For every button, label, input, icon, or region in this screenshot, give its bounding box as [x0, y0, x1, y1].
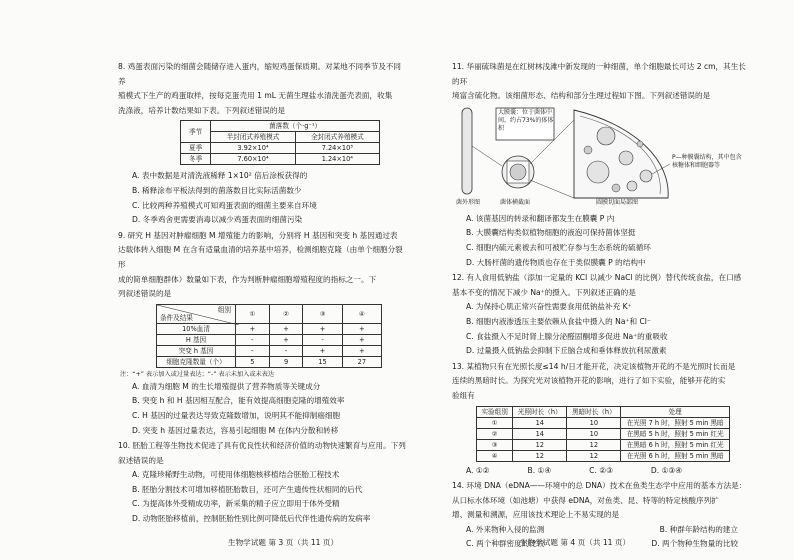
footer-page-3: 生物学试题 第 3 页（共 11 页） [228, 538, 339, 547]
q13-line: 连续的黑暗时长。为探究光对该植物开花的影响，进行了如下实验，能够开花的实 [452, 376, 726, 386]
q9-option-b: B. 突变 h 和 H 基因相互配合，能有效提高细胞克隆的增殖效率 [132, 396, 345, 406]
q11-option-b: B. 大膜囊结构类似植物细胞的液泡可保持菌体坚挺 [466, 228, 636, 238]
q9-option-a: A. 血清为细胞 M 的生长增殖提供了营养物质等关键成分 [132, 381, 321, 391]
table-cell: 9 [269, 356, 303, 367]
table-cell: ① [477, 417, 513, 428]
table-cell: + [342, 334, 381, 345]
table-cell: 7.24×10³ [295, 143, 379, 154]
q12-option-c: C. 食盐摄入不足时肾上腺分泌醛固酮增多促进 Na⁺的重吸收 [466, 331, 668, 341]
table-row [477, 450, 730, 461]
table-header: 黑暗时长（h） [567, 406, 621, 417]
table-cell: 15 [303, 356, 342, 367]
q14-option-d: D. 两个物种生物量的比较 [651, 539, 738, 549]
table-header: 半封闭式养殖模式 [211, 132, 295, 143]
q11-line: 11. 华丽硫珠菌是在红树林浅滩中新发现的一种细菌，单个细胞最长可达 2 cm，其生长的环 [452, 62, 746, 86]
table-cell: 14 [513, 417, 567, 428]
table-row [181, 154, 380, 165]
table-cell: - [236, 345, 270, 356]
table-cell: 冬季 [181, 154, 211, 165]
q13-option-a: A. ①② [466, 465, 490, 475]
table-cell: + [269, 323, 303, 334]
q8-line: 殖模式下生产的鸡蛋取样，按每克蛋壳用 1 mL 无菌生理盐水清洗蛋壳表面，收集 [118, 91, 393, 101]
q10-line: 10. 胚胎工程等生物技术促进了具有优良性状和经济价值的动物快速繁育与应用。下列 [118, 441, 406, 451]
q14-line: 从口标水体环境（如池塘）中获得 eDNA，对鱼类、昆、特等的特定核酸序列扩 [452, 495, 719, 505]
table-header: ② [269, 304, 303, 323]
footer-page-4: 生物学试题 第 4 页（共 11 页） [520, 538, 631, 547]
table-cell: 在黑暗 5 h 时，照射 5 min 红光 [621, 428, 730, 439]
table-header: ③ [303, 304, 342, 323]
table-cell: 细胞克隆数量（个） [157, 356, 236, 367]
table-cell: H 基因 [157, 334, 236, 345]
table-cell: ② [477, 428, 513, 439]
q14-option-a: A. 外来物种入侵的监测 [466, 524, 545, 534]
q13-option-d: D. ①③④ [650, 465, 683, 475]
table-row [157, 334, 382, 345]
table-cell: 10 [567, 417, 621, 428]
q8-table [180, 120, 380, 165]
right-note-label: P—种膜囊结构，其中包含核糖体和细胞器等 [672, 153, 742, 169]
q11-option-d: D. 大肠杆菌的遗传物质也存在于类似膜囊 P 的结构中 [466, 257, 646, 267]
table-header: ④ [342, 304, 381, 323]
right-column [452, 60, 748, 553]
q14-line: 14. 环境 DNA（eDNA——环境中的总 DNA）技术在鱼类生态学中应用的基本方法是： [452, 481, 747, 491]
table-cell: + [303, 323, 342, 334]
callout-label: 大膜囊：位于菌体中间，约占73%的体体积 [498, 108, 554, 132]
table-cell: 10 [567, 428, 621, 439]
q13-line: 验组有 [452, 390, 475, 400]
table-header: 全封闭式养殖模式 [295, 132, 379, 143]
q9-line: 9. 研究 H 基因对肿瘤细胞 M 增殖能力的影响，分别将 H 基因和突变 h 基因通过表 [118, 230, 398, 240]
q11-line: 境富含硫化物。该细菌形态、结构和部分生理过程如下图。下列叙述错误的是 [452, 91, 711, 101]
table-header: 处理 [621, 406, 730, 417]
q8-line: 8. 鸡蛋表面污染的细菌会随储存进入蛋内，缩短鸡蛋保质期。对某地不同季节及不同养 [118, 62, 402, 86]
q9-option-c: C. H 基因的过量表达导致克隆数增加，说明其不能抑制癌细胞 [132, 410, 341, 420]
q8-option-a: A. 表中数据是对清洗液稀释 1×10² 倍后涂板获得的 [132, 171, 308, 181]
diag-bottom-label: 条件及结果 [160, 313, 193, 322]
caption-local: 圆膜切面局部图 [596, 198, 639, 206]
q10-option-a: A. 克隆珍稀野生动物，可使用体细胞核移植结合胚胎工程技术 [132, 470, 340, 480]
table-cell: - [236, 334, 270, 345]
q13-option-b: B. ①④ [527, 465, 552, 475]
table-cell: - [269, 345, 303, 356]
q10-option-d: D. 动物胚胎移植前，控制胚胎性别比例可降低后代伴性遗传病的发病率 [132, 514, 371, 524]
diag-top-label: 组别 [217, 305, 231, 314]
table-cell: + [342, 345, 381, 356]
question-11 [452, 60, 748, 270]
q13-option-c: C. ②③ [589, 465, 613, 475]
question-8 [118, 60, 408, 228]
q10-option-b: B. 胚胎分割技术可增加移植胚胎数目，还可产生遗传性状相同的后代 [132, 484, 363, 494]
table-header: 菌落数（个·g⁻¹） [211, 121, 380, 132]
q10-option-c: C. 为提高体外受精成功率，新采集的精子应立即用于体外受精 [132, 499, 340, 509]
table-cell: 10%血清 [157, 323, 236, 334]
table-header: 光照时长（h） [513, 406, 567, 417]
q8-option-b: B. 稀释涂布平板法得到的菌落数目比实际活菌数少 [132, 185, 302, 195]
table-cell: ③ [477, 439, 513, 450]
table-row [157, 323, 382, 334]
table-cell: 在光照 7 h 时，照射 5 min 黑暗 [621, 417, 730, 428]
table-cell: + [303, 345, 342, 356]
table-cell: + [342, 323, 381, 334]
q13-table [476, 406, 730, 462]
table-row [477, 428, 730, 439]
q14-options-row1 [452, 523, 748, 538]
caption-shape: 菌外形图 [456, 198, 481, 206]
table-header: 季节 [181, 121, 211, 143]
q8-line: 洗涤液，培养计数结果如下表。下列叙述错误的是 [118, 105, 286, 115]
q14-option-c: C. 两个种群密度的比较 [466, 539, 545, 549]
q14-line: 增、测量和溯源，应用该技术理论上不易实现的是 [452, 510, 620, 520]
table-row [157, 356, 382, 367]
q9-note: 注：“+” 表示加入或过量表达；“-” 表示未加入或未表达 [120, 370, 275, 378]
table-row [157, 345, 382, 356]
question-10 [118, 439, 408, 527]
q9-option-d: D. 突变 h 基因过量表达，容易引起细胞 M 在体内分散和转移 [132, 425, 339, 435]
table-cell: 12 [567, 450, 621, 461]
q13-options [452, 464, 748, 479]
question-9 [118, 229, 408, 438]
table-cell: 突变 h 基因 [157, 345, 236, 356]
table-header: 实验组别 [477, 406, 513, 417]
table-cell: 12 [513, 439, 567, 450]
table-cell: 在光照 6 h 时，照射 5 min 黑暗 [621, 450, 730, 461]
table-cell: 5 [236, 356, 270, 367]
table-cell: 27 [342, 356, 381, 367]
table-cell: 3.92×10⁴ [211, 143, 295, 154]
question-13 [452, 360, 748, 478]
q9-line: 列叙述错误的是 [118, 289, 172, 299]
table-row [477, 417, 730, 428]
q12-line: 12. 有人食用低钠盐（添加一定量的 KCl 以减少 NaCl 的比例）替代传统食盐，在口感 [452, 273, 742, 283]
table-cell: 在黑暗 6 h 时，照射 5 min 红光 [621, 439, 730, 450]
q11-option-c: C. 细胞内硫元素被去和可被贮存参与生态系统的硫循环 [466, 242, 651, 252]
table-cell: 7.60×10⁴ [211, 154, 295, 165]
question-12 [452, 271, 748, 359]
q8-option-c: C. 比较两种养殖模式可知鸡蛋表面的细菌主要来自环境 [132, 200, 317, 210]
table-cell: 1.24×10⁴ [295, 154, 379, 165]
q12-option-a: A. 为保持心肌正常兴奋性需要食用低钠盐补充 K⁺ [466, 302, 632, 312]
table-header: ① [236, 304, 270, 323]
bacterium-diagram [456, 106, 746, 210]
table-cell: 14 [513, 428, 567, 439]
caption-cross-section: 菌体横截面 [500, 198, 531, 206]
q13-line: 13. 某植物只有在光照长度≤14 h/日才能开花，决定该植物开花的不是光照时长而是 [452, 361, 736, 371]
table-row [477, 439, 730, 450]
q9-line: 达载体转入细胞 M 在含有适量血清的培养基中培养，检测细胞克隆（由单个细胞分裂形 [118, 245, 403, 269]
table-cell: 12 [567, 439, 621, 450]
table-cell: 夏季 [181, 143, 211, 154]
q12-option-d: D. 过量摄入低钠盐会抑制下丘脑合成和垂体释放抗利尿激素 [466, 346, 667, 356]
left-column [118, 60, 408, 528]
table-cell: ④ [477, 450, 513, 461]
q8-option-d: D. 冬季鸡舍更需要消毒以减少鸡蛋表面的细菌污染 [132, 215, 303, 225]
q12-option-b: B. 细胞内液渗透压主要依赖从食盐中摄入的 Na⁺和 Cl⁻ [466, 316, 651, 326]
q9-line: 成的简单细胞群体）数量如下表，作为判断肿瘤细胞增殖程度的指标之一。下 [118, 274, 377, 284]
table-cell: - [303, 334, 342, 345]
table-row [181, 143, 380, 154]
q9-table [156, 304, 382, 368]
q12-line: 基本不变的情况下减少 Na⁺的摄入。下列叙述正确的是 [452, 287, 636, 297]
diagonal-header-cell [157, 304, 236, 323]
table-cell: + [269, 334, 303, 345]
q14-option-b: B. 种群年龄结构的建立 [659, 524, 738, 534]
q11-option-a: A. 该菌基因的转录和翻译都发生在膜囊 P 内 [466, 213, 615, 223]
table-cell: 12 [513, 450, 567, 461]
q10-line: 叙述错误的是 [118, 455, 164, 465]
table-cell: + [236, 323, 270, 334]
